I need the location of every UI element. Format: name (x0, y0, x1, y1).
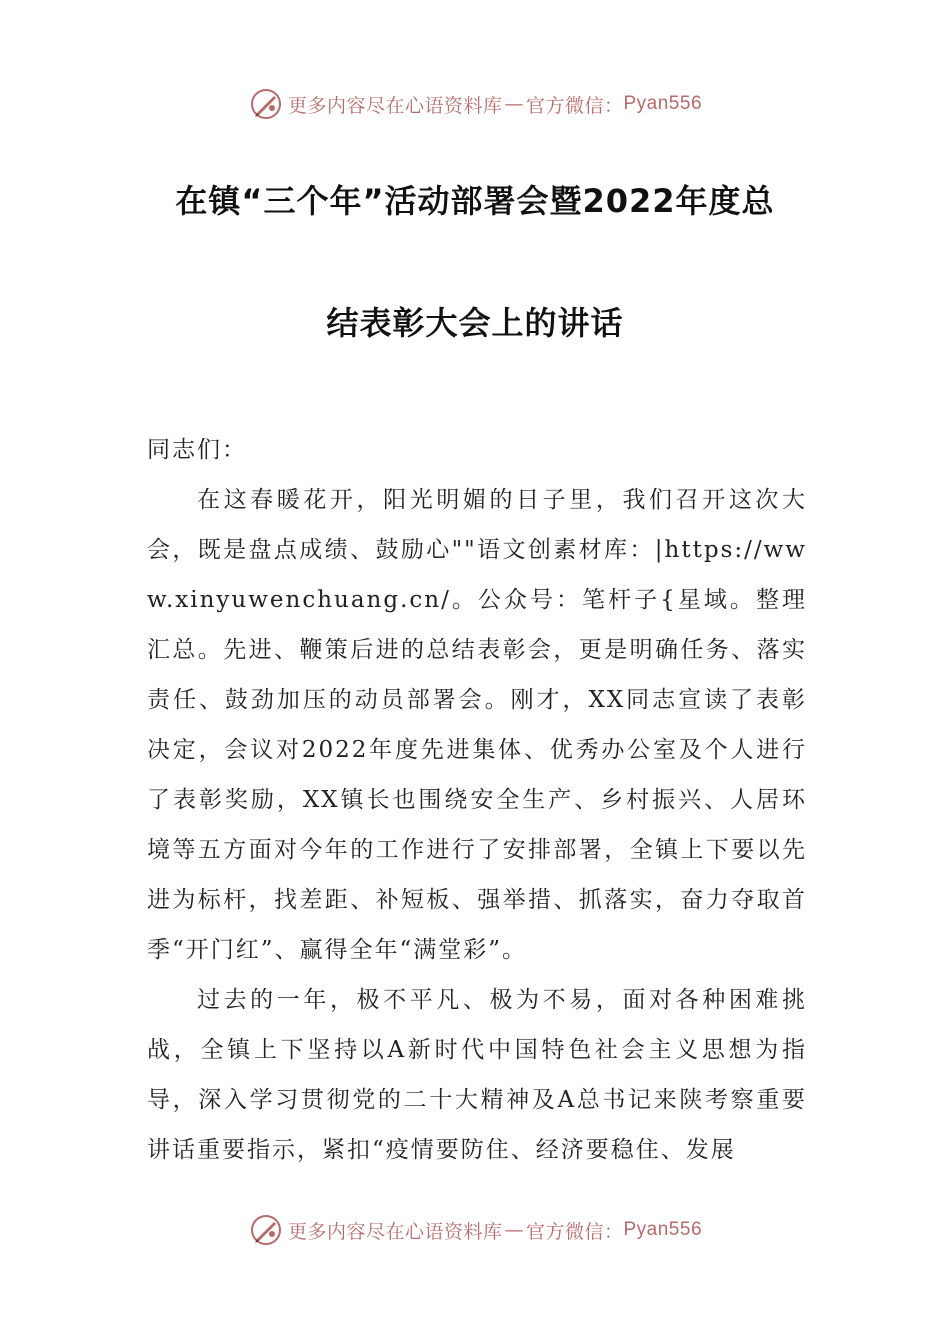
banner-handle: Pyan556 (623, 93, 703, 114)
banner-official: 官方微信： (525, 94, 624, 117)
header-banner (0, 84, 950, 124)
document-body (147, 425, 807, 1175)
banner-separator: — (504, 1219, 524, 1241)
banner-separator: — (504, 93, 524, 115)
banner-text: 更多内容尽在心语资料库 (287, 1220, 503, 1243)
banner-handle: Pyan556 (623, 1219, 703, 1240)
paragraph-2: 过去的一年，极不平凡、极为不易，面对各种困难挑战，全镇上下坚持以A新时代中国特色社会主义思想为指导，深入学习贯彻党的二十大精神及A总书记来陕考察重要讲话重要指示，紧扣“疫情要防住、经济要稳住、发展 (147, 987, 807, 1163)
salutation: 同志们： (147, 437, 247, 463)
pen-logo-icon (248, 1212, 284, 1248)
banner-official: 官方微信： (525, 1220, 624, 1243)
pen-logo-icon (248, 86, 284, 122)
footer-banner (0, 1210, 950, 1250)
document-title-line1: 在镇“三个年”活动部署会暨2022年度总 (175, 182, 775, 220)
banner-text: 更多内容尽在心语资料库 (287, 94, 503, 117)
paragraph-1: 在这春暖花开，阳光明媚的日子里，我们召开这次大会，既是盘点成绩、鼓励心""语文创素材库：|https://www.xinyuwenchuang.cn/。公众号：笔杆子{星域。整理汇总。先进、鞭策后进的总结表彰会，更是明确任务、落实责任、鼓劲加压的动员部署会。刚才，XX同志宣读了表彰决定，会议对2022年度先进集体、优秀办公室及个人进行了表彰奖励，XX镇长也围绕安全生产、乡村振兴、人居环境等五方面对今年的工作进行了安排部署，全镇上下要以先进为标杆，找差距、补短板、强举措、抓落实，奋力夺取首季“开门红”、赢得全年“满堂彩”。 (147, 487, 807, 963)
document-title-line2: 结表彰大会上的讲话 (326, 304, 624, 342)
